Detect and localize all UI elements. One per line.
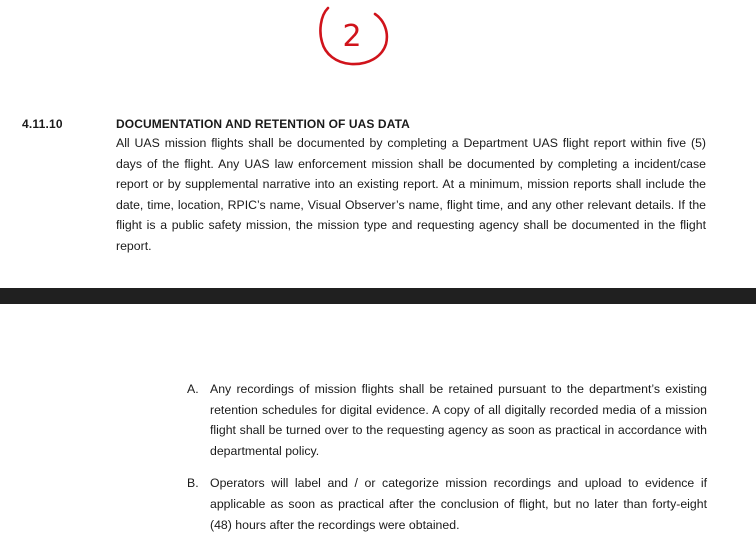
handwritten-page-mark	[316, 2, 390, 68]
list-item	[187, 473, 707, 535]
page-break-band	[0, 288, 756, 304]
list-item-marker: B.	[187, 476, 199, 491]
list-item-text: Any recordings of mission flights shall be retained pursuant to the department’s existing retention schedules for digital evidence. A copy of all digitally recorded media of a mission flight shall be turned over to the requesting agency as soon as practical in accordance with departmental policy.	[210, 382, 707, 458]
page-mark-number: 2	[342, 19, 362, 54]
list-item-marker: A.	[187, 382, 199, 396]
lettered-list	[187, 379, 707, 535]
list-item-text: Operators will label and / or categorize mission recordings and upload to evidence if applicable as soon as practical after the conclusion of flight, but no later than forty-eight (48) hours after the recordings were obtained.	[210, 476, 707, 532]
section-number: 4.11.10	[22, 117, 63, 131]
section-heading: DOCUMENTATION AND RETENTION OF UAS DATA	[116, 117, 410, 131]
section-body-paragraph: All UAS mission flights shall be documented by completing a Department UAS flight report within five (5) days of the flight. Any UAS law enforcement mission shall be documented by completing a incident/case report or by supplemental narrative into an existing report. At a minimum, mission reports shall include the date, time, location, RPIC’s name, Visual Observer’s name, flight time, and any other relevant details. If the flight is a public safety mission, the mission type and requesting agency shall be documented in the flight report.	[116, 136, 706, 253]
list-item	[187, 379, 707, 461]
